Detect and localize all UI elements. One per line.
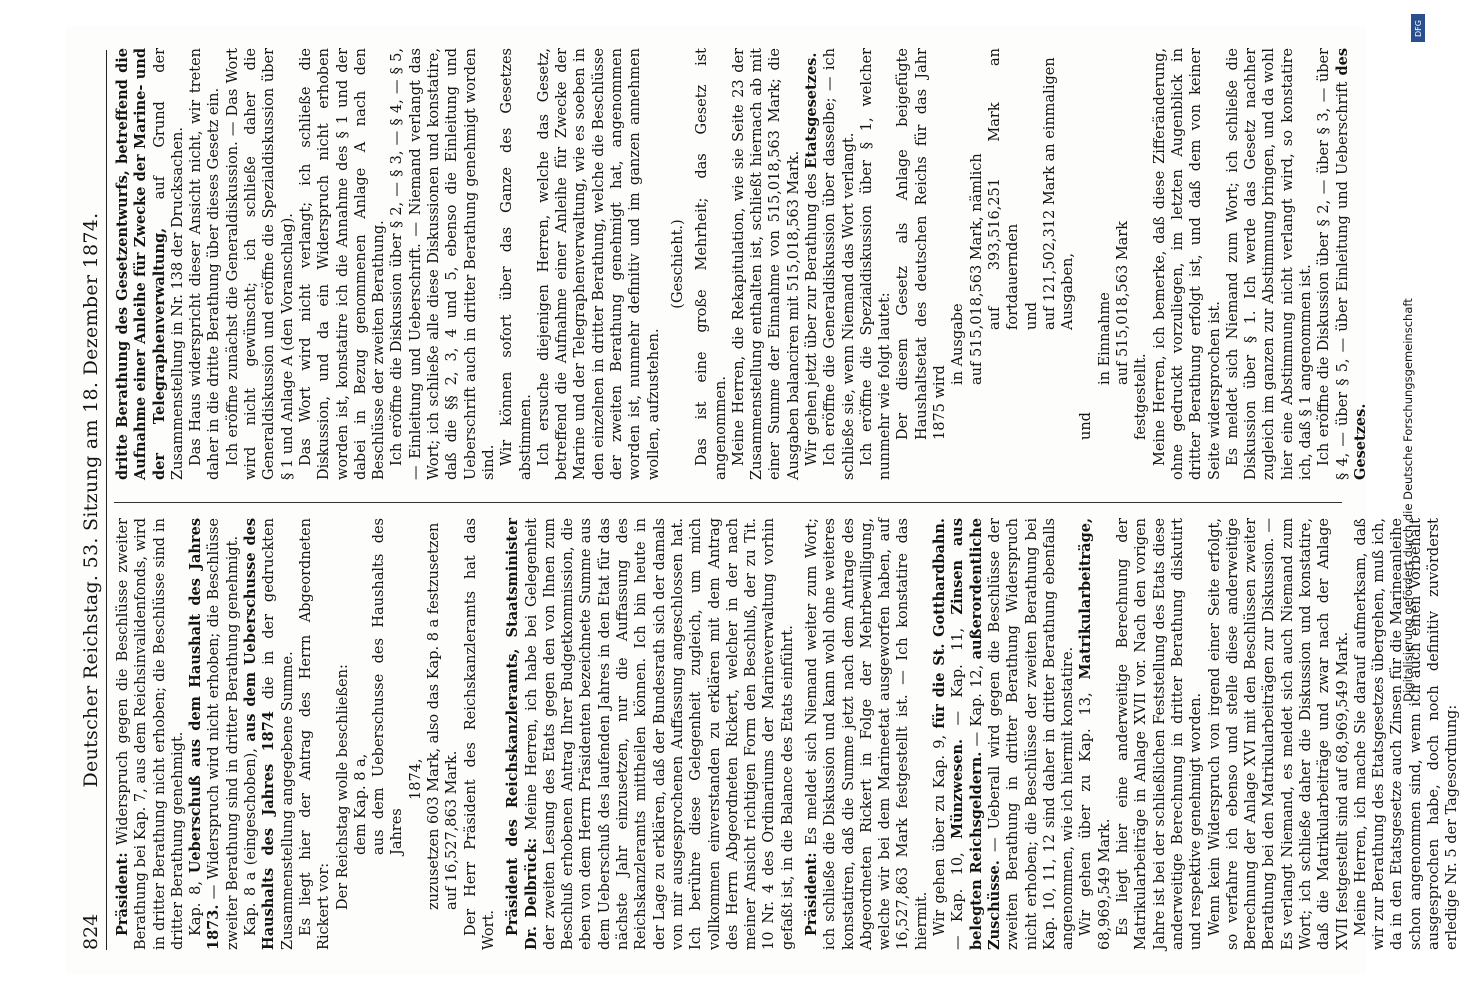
motion-line: auf 16,527,863 Mark. bbox=[444, 750, 461, 910]
left-column bbox=[114, 518, 1462, 950]
dfg-logo: DFG bbox=[1411, 14, 1425, 42]
agenda-item: dritte Berathung des Gesetzentwurfs, betreffend die Aufnahme einer Anleihe für Zwecke der Marine- und der Telegraphenverwaltung, auf Grund der Zusammenstellung in Nr. 138 der Drucksachen. bbox=[114, 47, 186, 480]
law-line: Ausgaben, bbox=[1060, 253, 1077, 330]
paragraph: Wir gehen über zu Kap. 9, für die St. Gotthardbahn. — Kap. 10, Münzwesen. — Kap. 11, Zinsen aus belegten Reichsgeldern. — Kap. 12, außerordentliche Zuschüsse. — Ueberall wird gegen die Beschlüsse der zweiten Berathung in dritter Berathung Widerspruch nicht erhoben; die Beschlüsse der zweiten Berathung bei Kap. 10, 11, 12 sind daher in dritter Berathung ebenfalls angenommen, wie ich hiermit konstatire. bbox=[931, 518, 1077, 950]
motion-line: Der Reichstag wolle beschließen: bbox=[334, 664, 351, 910]
paragraph: Präsident: Widerspruch gegen die Beschlüsse zweiter Berathung bei Kap. 7, aus dem Reichsinvalidenfonds, wird in dritter Berathung nicht erhoben; die Beschlüsse sind in dritter Berathung genehmigt. bbox=[114, 518, 186, 950]
paragraph: Es liegt hier eine anderweitige Berechnung der Matrikularbeiträge in Anlage XVII vor. Nach den vorigen Jahre ist bei der schließlichen Feststellung des Etats diese anderweitige Berechnung in dritter Berathung diskutirt und respektive genehmigt worden. bbox=[1115, 518, 1205, 950]
motion-line: aus dem Ueberschusse des Haushalts des Jahres bbox=[371, 518, 406, 855]
paragraph: Es meldet sich Niemand zum Wort; ich schließe die Diskussion über § 1. Ich werde das Gesetz nachher zugleich im ganzen zur Abstimmung bringen, und da wohl hier eine Abstimmung nicht verlangt wird, so konstatire ich, daß § 1 angenommen ist. bbox=[1224, 48, 1314, 480]
right-column bbox=[114, 48, 1370, 480]
motion-line: dem Kap. 8 a, bbox=[352, 753, 369, 855]
paragraph: Meine Herren, die Rekapitulation, wie sie Seite 23 der Zusammenstellung enthalten ist, schließt hiernach ab mit einer Summe der Einnahme von 515,018,563 Mark; die Ausgaben balanciren mit 515,018,563 Mark. bbox=[730, 48, 802, 480]
paragraph: Ich eröffne die Diskussion über § 2, — über § 3, — über § 4, — über § 5, — über Einleitung und Ueberschrift des Gesetzes. bbox=[1316, 48, 1369, 480]
motion-line: 1874, bbox=[407, 758, 424, 800]
paragraph: Der Herr Präsident des Reichskanzleramts hat das Wort. bbox=[462, 518, 497, 950]
law-line: in Ausgabe bbox=[950, 303, 967, 385]
column-divider bbox=[114, 502, 1342, 503]
paragraph: Ich eröffne zunächst die Generaldiskussion. — Das Wort wird nicht gewünscht; ich schließe daher die Generaldiskussion und eröffne die Spezialdiskussion über § 1 und Anlage A (den Voranschlag). bbox=[224, 48, 296, 480]
speech: Präsident: Es meldet sich Niemand weiter zum Wort; ich schließe die Diskussion und kann wohl ohne weiteres konstatiren, daß die Summe jetzt nach dem Antrage des Abgeordneten Rickert in Folge der Mehrbewilligung, welche wir bei dem Marineetat ausgeworfen haben, auf 16,527,863 Mark festgestellt ist. — Ich konstatire das hiermit. bbox=[802, 518, 930, 950]
paragraph: Meine Herren, ich mache Sie darauf aufmerksam, daß wir zur Berathung des Etatsgesetzes übergehen, muß ich, da in den Etatsgesetze auch Zinsen für die Marineanleihe schon angenommen sind, wenn ich auch einen Vorbehalt ausgesprochen habe, doch noch definitiv zuvörderst erledige Nr. 5 der Tagesordnung: bbox=[1352, 518, 1461, 950]
page-number: 824 bbox=[80, 913, 102, 950]
paragraph: Kap. 8 a (eingeschoben), aus dem Ueberschusse des Haushalts des Jahres 1874 die in der gedruckten Zusammenstellung angegebene Summe. bbox=[242, 518, 296, 950]
paragraph: Ich eröffne die Spezialdiskussion über § 1, welcher nunmehr wie folgt lautet: bbox=[858, 48, 894, 480]
page-header bbox=[76, 50, 107, 950]
paragraph: Das ist eine große Mehrheit; das Gesetz ist angenommen. bbox=[694, 48, 729, 480]
paragraph: Kap. 8, Ueberschuß aus dem Haushalt des Jahres 1873. — Widerspruch wird nicht erhoben; die Beschlüsse zweiter Berathung sind in dritter Berathung genehmigt. bbox=[187, 518, 241, 950]
paragraph: Es liegt hier der Antrag des Herrn Abgeordneten Rickert vor: bbox=[297, 518, 333, 950]
paragraph: Das Wort wird nicht verlangt; ich schließe die Diskussion, und da ein Widerspruch nicht erhoben worden ist, konstatire ich die Annahme des § 1 und der dabei in Bezug genommenen Anlage A nach den Beschlüsse der zweiten Berathung. bbox=[297, 48, 388, 480]
paragraph: Wir gehen jetzt über zur Berathung des Etatsgesetzes. bbox=[802, 52, 820, 466]
paragraph: Das Haus widerspricht dieser Ansicht nicht, wir treten daher in die dritte Berathung über dieses Gesetz ein. bbox=[188, 48, 223, 480]
stage-direction: (Geschieht.) bbox=[669, 219, 686, 309]
paragraph: Wenn kein Widerspruch von irgend einer Seite erfolgt, so verfahre ich ebenso und stelle diese anderweitige Berechnung der Anlage XVI mit den Beschlüssen zweiter Berathung bei den Matrikularbeiträgen zur Diskussion. — Es verlangt Niemand, es meldet sich auch Niemand zum Wort; ich schließe daher die Diskussion und konstatire, daß die Matrikularbeiträge und zwar nach der Anlage XVII festgestellt sind auf 68,969,549 Mark. bbox=[1206, 518, 1351, 950]
funding-note bbox=[1388, 0, 1428, 1000]
law-line: auf 393,516,251 Mark an fortdauernden bbox=[986, 48, 1022, 330]
law-line: auf 121,502,312 Mark an einmaligen bbox=[1041, 57, 1058, 330]
funding-note-text: Digitalisierung gefördert durch die Deutsche Forschungsgemeinschaft bbox=[1401, 298, 1415, 702]
paragraph: Wir können sofort über das Ganze des Gesetzes abstimmen. bbox=[499, 48, 534, 480]
law-line: und bbox=[1023, 302, 1040, 330]
paragraph: Wir gehen über zu Kap. 13, Matrikularbeiträge, 68,969,549 Mark. bbox=[1077, 518, 1113, 950]
law-text: Der diesem Gesetz als Anlage beigefügte Haushaltsetat des deutschen Reichs für das Jahr 1875 wird bbox=[895, 48, 949, 440]
motion-line: zuzusetzen 603 Mark, also das Kap. 8 a festzusetzen bbox=[426, 522, 443, 910]
paragraph: Ich ersuche diejenigen Herren, welche das Gesetz, betreffend die Aufnahme einer Anleihe für Zwecke der Marine und der Telegraphenverwaltung, wie es soeben in den einzelnen in dritter Berathung, welche die Beschlüsse der zweiten Berathung genehmigt hat, angenommen worden ist, nunmehr definitiv und im ganzen annehmen wollen, aufzustehen. bbox=[535, 48, 662, 480]
law-line: festgestellt. bbox=[1133, 353, 1150, 440]
paragraph: Meine Herren, ich bemerke, daß diese Zifferänderung, ohne gedruckt vorzuliegen, im letzten Augenblick in dritter Berathung erfolgt ist, und daß dem von keiner Seite widersprochen ist. bbox=[1151, 48, 1223, 480]
law-line: auf 515,018,563 Mark, nämlich bbox=[968, 153, 985, 385]
paragraph: Ich eröffne die Generaldiskussion über dasselbe; — ich schließe sie, wenn Niemand das Wort verlangt. bbox=[822, 48, 857, 480]
running-title: Deutscher Reichstag. 53. Sitzung am 18. Dezember 1874. bbox=[80, 212, 102, 788]
speech: Präsident des Reichskanzleramts, Staatsminister Dr. Delbrück: Meine Herren, ich habe bei Gelegenheit der zweiten Lesung des Etats gegen den von Ihnen zum Beschluß erhobenen Antrag Ihrer Budgetkommission, die eben von dem Herrn Präsidenten bezeichnete Summe aus dem Ueberschuß des laufenden Jahres in den Etat für das nächste Jahr einzusetzen, nur die Auffassung des Reichskanzleramts mittheilen können. Ich bin heute in der Lage zu erklären, daß der Bundesrath sich der damals von mir ausgesprochenen Auffassung angeschlossen hat. Ich berühre diese Gelegenheit zugleich, um mich vollkommen einverstanden zu erklären mit dem Antrag des Herrn Abgeordneten Rickert, welcher in der nach meiner Ansicht richtigen Form den Beschluß, der zu Tit. 10 Nr. 4 des Ordinariums der Marineverwaltung vorhin gefaßt ist, in die Balance des Etats einführt. bbox=[504, 517, 796, 950]
law-line: auf 515,018,563 Mark bbox=[1115, 220, 1132, 385]
law-line: in Einnahme bbox=[1096, 292, 1113, 385]
law-line: und bbox=[1078, 412, 1095, 440]
paragraph: Ich eröffne die Diskussion über § 2, — § 3, — § 4, — § 5, — Einleitung und Ueberschrift. — Niemand verlangt das Wort; ich schließe alle diese Diskussionen und konstatire, daß die §§ 2, 3, 4 und 5, ebenso die Einleitung und Ueberschrift auch in dritter Berathung genehmigt worden sind. bbox=[389, 48, 497, 480]
